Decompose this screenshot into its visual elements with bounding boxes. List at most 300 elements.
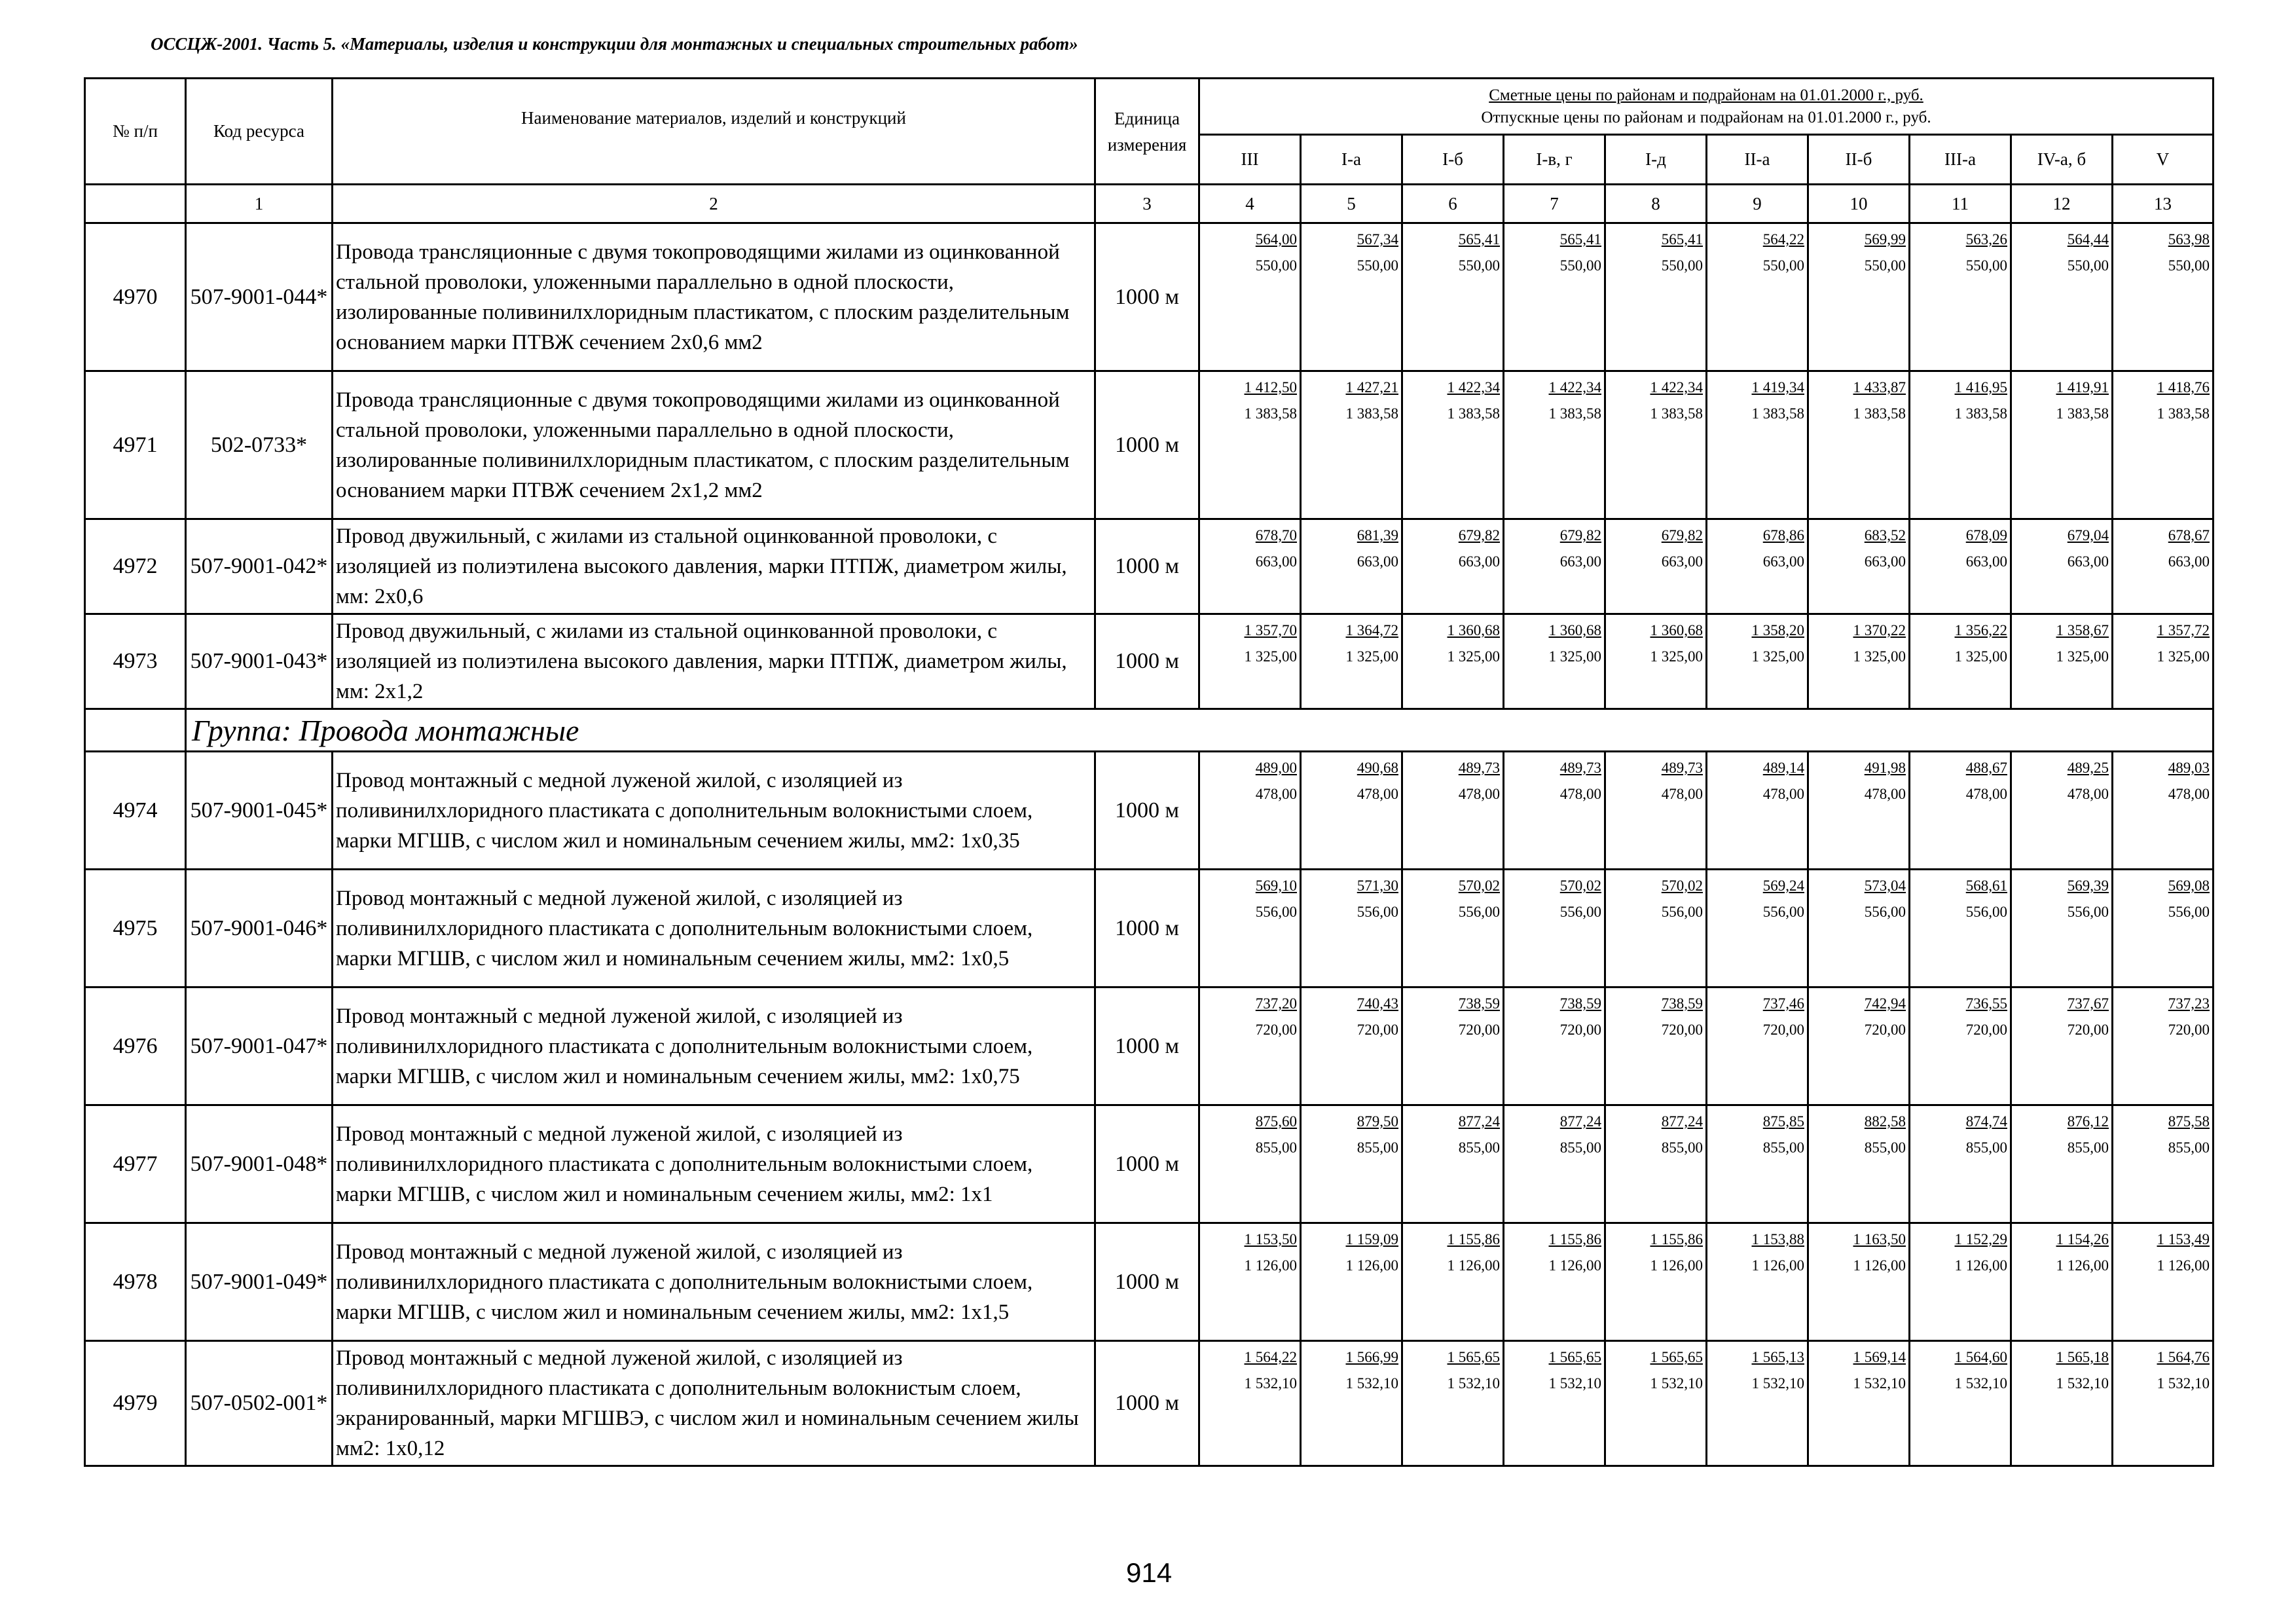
release-price: 855,00 (1762, 1139, 1804, 1156)
release-price: 1 126,00 (1244, 1257, 1297, 1274)
estimate-price: 1 433,87 (1853, 379, 1906, 396)
header-unit: Единица измерения (1095, 79, 1199, 185)
resource-code: 507-9001-046* (186, 870, 333, 987)
resource-code: 507-9001-043* (186, 614, 333, 709)
price-cell (1910, 752, 2011, 870)
price-cell (2113, 870, 2214, 987)
estimate-price: 877,24 (1559, 1113, 1601, 1130)
price-cell (1402, 1105, 1504, 1223)
estimate-price: 1 155,86 (1447, 1231, 1500, 1247)
header-prices-estimate: Сметные цены по районам и подрайонам на 01.01.2000 г., руб. (1489, 86, 1923, 104)
release-price: 720,00 (2168, 1022, 2210, 1038)
release-price: 1 532,10 (1853, 1375, 1906, 1392)
table-row (85, 371, 2214, 519)
release-price: 1 383,58 (1548, 405, 1601, 422)
price-cell (2113, 1105, 2214, 1223)
price-cell (1808, 223, 1910, 371)
release-price: 478,00 (1661, 786, 1703, 802)
release-price: 1 325,00 (1345, 648, 1398, 665)
estimate-price: 1 159,09 (1345, 1231, 1398, 1247)
estimate-price: 877,24 (1661, 1113, 1703, 1130)
price-cell (1910, 1105, 2011, 1223)
release-price: 1 383,58 (2056, 405, 2109, 422)
material-name: Провод монтажный с медной луженой жилой, с изоляцией из поливинилхлоридного пластиката с дополнительным волокнистыми слоем, марки МГШВ, с числом жил и номинальным сечением жилы, мм2: 1х1,5 (333, 1223, 1095, 1341)
estimate-price: 1 358,20 (1751, 622, 1804, 638)
estimate-price: 1 565,65 (1650, 1349, 1703, 1365)
price-cell (2011, 371, 2113, 519)
price-cell (1199, 1223, 1301, 1341)
estimate-price: 1 566,99 (1345, 1349, 1398, 1365)
estimate-price: 569,39 (2067, 877, 2109, 894)
estimate-price: 1 370,22 (1853, 622, 1906, 638)
estimate-price: 489,14 (1762, 760, 1804, 776)
release-price: 556,00 (1357, 904, 1398, 920)
material-name: Провода трансляционные с двумя токопроводящими жилами из оцинкованной стальной проволоки, уложенными параллельно в одной плоскости, изолированные поливинилхлоридным пластикатом, с плоским разделительным основанием марки ПТВЖ сечением 2х1,2 мм2 (333, 371, 1095, 519)
release-price: 720,00 (2067, 1022, 2109, 1038)
table-row (85, 870, 2214, 987)
release-price: 1 325,00 (1548, 648, 1601, 665)
column-number: 8 (1605, 185, 1707, 223)
estimate-price: 1 419,34 (1751, 379, 1804, 396)
price-cell (1199, 752, 1301, 870)
release-price: 855,00 (2168, 1139, 2210, 1156)
row-number: 4976 (85, 987, 186, 1105)
estimate-price: 1 412,50 (1244, 379, 1297, 396)
estimate-price: 1 419,91 (2056, 379, 2109, 396)
release-price: 1 325,00 (1853, 648, 1906, 665)
price-cell (1808, 1341, 1910, 1466)
release-price: 1 325,00 (2056, 648, 2109, 665)
unit-of-measure: 1000 м (1095, 1105, 1199, 1223)
unit-of-measure: 1000 м (1095, 1341, 1199, 1466)
estimate-price: 1 153,88 (1751, 1231, 1804, 1247)
table-row (85, 519, 2214, 614)
estimate-price: 564,00 (1255, 231, 1297, 248)
estimate-price: 489,25 (2067, 760, 2109, 776)
price-cell (1707, 1341, 1808, 1466)
price-cell (2113, 1223, 2214, 1341)
resource-code: 507-9001-048* (186, 1105, 333, 1223)
release-price: 1 532,10 (1548, 1375, 1601, 1392)
header-prices-release: Отпускные цены по районам и подрайонам на 01.01.2000 г., руб. (1481, 108, 1931, 126)
estimate-price: 571,30 (1357, 877, 1398, 894)
release-price: 1 325,00 (1954, 648, 2007, 665)
column-number: 6 (1402, 185, 1504, 223)
estimate-price: 1 357,70 (1244, 622, 1297, 638)
price-cell (1605, 1105, 1707, 1223)
price-cell (1199, 223, 1301, 371)
price-cell (1910, 223, 2011, 371)
release-price: 478,00 (1357, 786, 1398, 802)
estimate-price: 1 360,68 (1548, 622, 1601, 638)
estimate-price: 1 564,22 (1244, 1349, 1297, 1365)
resource-code: 507-0502-001* (186, 1341, 333, 1466)
price-cell (1707, 223, 1808, 371)
price-cell (1605, 371, 1707, 519)
release-price: 1 532,10 (2157, 1375, 2210, 1392)
estimate-price: 1 364,72 (1345, 622, 1398, 638)
estimate-price: 489,00 (1255, 760, 1297, 776)
estimate-price: 565,41 (1458, 231, 1500, 248)
release-price: 855,00 (1357, 1139, 1398, 1156)
table-row (85, 752, 2214, 870)
release-price: 556,00 (2067, 904, 2109, 920)
release-price: 1 532,10 (2056, 1375, 2109, 1392)
price-cell (1199, 614, 1301, 709)
estimate-price: 678,67 (2168, 527, 2210, 544)
material-name: Провод монтажный с медной луженой жилой, с изоляцией из поливинилхлоридного пластиката с дополнительным волокнистым слоем, экранированный, марки МГШВЭ, с числом жил и номинальным сечением жилы мм2: 1х0,12 (333, 1341, 1095, 1466)
material-name: Провод монтажный с медной луженой жилой, с изоляцией из поливинилхлоридного пластиката с дополнительным волокнистыми слоем, марки МГШВ, с числом жил и номинальным сечением жилы, мм2: 1х0,75 (333, 987, 1095, 1105)
release-price: 1 383,58 (1751, 405, 1804, 422)
estimate-price: 1 565,18 (2056, 1349, 2109, 1365)
estimate-price: 570,02 (1458, 877, 1500, 894)
material-name: Провод двужильный, с жилами из стальной оцинкованной проволоки, с изоляцией из полиэтилена высокого давления, марки ПТПЖ, диаметром жилы, мм: 2х1,2 (333, 614, 1095, 709)
price-cell (1301, 870, 1402, 987)
column-number: 10 (1808, 185, 1910, 223)
estimate-price: 1 153,49 (2157, 1231, 2210, 1247)
estimate-price: 875,58 (2168, 1113, 2210, 1130)
column-number: 2 (333, 185, 1095, 223)
release-price: 855,00 (1864, 1139, 1906, 1156)
resource-code: 507-9001-045* (186, 752, 333, 870)
estimate-price: 569,08 (2168, 877, 2210, 894)
document-header: ОССЦЖ-2001. Часть 5. «Материалы, изделия и конструкции для монтажных и специальных строительных работ» (151, 34, 1078, 54)
row-number: 4974 (85, 752, 186, 870)
release-price: 1 126,00 (1954, 1257, 2007, 1274)
row-number: 4973 (85, 614, 186, 709)
estimate-price: 678,09 (1965, 527, 2007, 544)
unit-of-measure: 1000 м (1095, 987, 1199, 1105)
estimate-price: 563,26 (1965, 231, 2007, 248)
price-cell (1402, 987, 1504, 1105)
column-number: 1 (186, 185, 333, 223)
release-price: 556,00 (1965, 904, 2007, 920)
resource-code: 507-9001-049* (186, 1223, 333, 1341)
release-price: 550,00 (1762, 257, 1804, 274)
estimate-price: 1 565,65 (1548, 1349, 1601, 1365)
release-price: 550,00 (1559, 257, 1601, 274)
price-cell (1605, 870, 1707, 987)
row-number: 4977 (85, 1105, 186, 1223)
price-cell (1301, 614, 1402, 709)
page-number: 914 (1126, 1557, 1173, 1588)
price-cell (1199, 1105, 1301, 1223)
estimate-price: 570,02 (1661, 877, 1703, 894)
price-cell (1910, 614, 2011, 709)
region-header: V (2113, 135, 2214, 185)
price-cell (2113, 614, 2214, 709)
release-price: 1 325,00 (1244, 648, 1297, 665)
release-price: 720,00 (1661, 1022, 1703, 1038)
estimate-price: 489,73 (1559, 760, 1601, 776)
column-number: 11 (1910, 185, 2011, 223)
release-price: 478,00 (2067, 786, 2109, 802)
estimate-price: 738,59 (1458, 995, 1500, 1012)
release-price: 550,00 (1864, 257, 1906, 274)
release-price: 1 532,10 (1447, 1375, 1500, 1392)
region-header: I-б (1402, 135, 1504, 185)
release-price: 556,00 (1661, 904, 1703, 920)
release-price: 1 126,00 (2056, 1257, 2109, 1274)
estimate-price: 490,68 (1357, 760, 1398, 776)
price-cell (1808, 752, 1910, 870)
price-cell (1504, 223, 1605, 371)
estimate-price: 489,73 (1661, 760, 1703, 776)
price-cell (1301, 1105, 1402, 1223)
estimate-price: 1 356,22 (1954, 622, 2007, 638)
estimate-price: 563,98 (2168, 231, 2210, 248)
price-cell (1910, 519, 2011, 614)
release-price: 720,00 (1559, 1022, 1601, 1038)
release-price: 556,00 (1559, 904, 1601, 920)
region-header: II-б (1808, 135, 1910, 185)
release-price: 663,00 (1965, 553, 2007, 570)
release-price: 1 532,10 (1751, 1375, 1804, 1392)
price-cell (1301, 223, 1402, 371)
release-price: 1 383,58 (1244, 405, 1297, 422)
column-number-blank (85, 185, 186, 223)
price-cell (1301, 1223, 1402, 1341)
column-number: 13 (2113, 185, 2214, 223)
unit-of-measure: 1000 м (1095, 371, 1199, 519)
estimate-price: 489,03 (2168, 760, 2210, 776)
estimate-price: 1 358,67 (2056, 622, 2109, 638)
release-price: 556,00 (1864, 904, 1906, 920)
price-cell (1402, 223, 1504, 371)
release-price: 1 126,00 (2157, 1257, 2210, 1274)
release-price: 1 532,10 (1954, 1375, 2007, 1392)
release-price: 1 532,10 (1650, 1375, 1703, 1392)
estimate-price: 565,41 (1661, 231, 1703, 248)
release-price: 1 126,00 (1447, 1257, 1500, 1274)
price-cell (2011, 1105, 2113, 1223)
release-price: 663,00 (1864, 553, 1906, 570)
price-cell (1707, 870, 1808, 987)
row-number: 4972 (85, 519, 186, 614)
unit-of-measure: 1000 м (1095, 1223, 1199, 1341)
estimate-price: 1 155,86 (1548, 1231, 1601, 1247)
table-row (85, 1223, 2214, 1341)
release-price: 1 325,00 (1447, 648, 1500, 665)
release-price: 478,00 (1458, 786, 1500, 802)
resource-code: 507-9001-044* (186, 223, 333, 371)
price-cell (2113, 752, 2214, 870)
estimate-price: 875,60 (1255, 1113, 1297, 1130)
price-cell (1605, 223, 1707, 371)
estimate-price: 569,99 (1864, 231, 1906, 248)
price-cell (2011, 519, 2113, 614)
table-row (85, 987, 2214, 1105)
region-header: III-а (1910, 135, 2011, 185)
estimate-price: 570,02 (1559, 877, 1601, 894)
price-cell (1199, 371, 1301, 519)
estimate-price: 1 153,50 (1244, 1231, 1297, 1247)
estimate-price: 489,73 (1458, 760, 1500, 776)
release-price: 550,00 (1357, 257, 1398, 274)
release-price: 663,00 (2168, 553, 2210, 570)
table-row (85, 1341, 2214, 1466)
price-cell (1707, 987, 1808, 1105)
release-price: 556,00 (1762, 904, 1804, 920)
estimate-price: 736,55 (1965, 995, 2007, 1012)
price-cell (1808, 1105, 1910, 1223)
price-cell (1402, 1223, 1504, 1341)
release-price: 478,00 (1762, 786, 1804, 802)
release-price: 478,00 (2168, 786, 2210, 802)
estimate-price: 678,86 (1762, 527, 1804, 544)
price-cell (1504, 519, 1605, 614)
release-price: 720,00 (1762, 1022, 1804, 1038)
estimate-price: 569,10 (1255, 877, 1297, 894)
release-price: 478,00 (1864, 786, 1906, 802)
price-cell (1707, 1223, 1808, 1341)
price-cell (1402, 614, 1504, 709)
price-cell (1707, 519, 1808, 614)
release-price: 1 383,58 (1954, 405, 2007, 422)
column-number: 3 (1095, 185, 1199, 223)
estimate-price: 875,85 (1762, 1113, 1804, 1130)
region-header: IV-а, б (2011, 135, 2113, 185)
price-cell (1707, 614, 1808, 709)
price-cell (1605, 752, 1707, 870)
release-price: 550,00 (1661, 257, 1703, 274)
release-price: 556,00 (2168, 904, 2210, 920)
price-cell (1910, 1223, 2011, 1341)
estimate-price: 678,70 (1255, 527, 1297, 544)
price-cell (2113, 519, 2214, 614)
column-number: 12 (2011, 185, 2113, 223)
price-cell (1707, 371, 1808, 519)
price-cell (1504, 987, 1605, 1105)
release-price: 1 383,58 (1345, 405, 1398, 422)
unit-of-measure: 1000 м (1095, 870, 1199, 987)
estimate-price: 681,39 (1357, 527, 1398, 544)
release-price: 550,00 (1458, 257, 1500, 274)
release-price: 855,00 (1965, 1139, 2007, 1156)
row-number: 4971 (85, 371, 186, 519)
release-price: 478,00 (1559, 786, 1601, 802)
price-cell (2113, 371, 2214, 519)
release-price: 663,00 (1255, 553, 1297, 570)
price-cell (1301, 752, 1402, 870)
price-cell (1910, 371, 2011, 519)
price-cell (1605, 519, 1707, 614)
estimate-price: 683,52 (1864, 527, 1906, 544)
release-price: 720,00 (1864, 1022, 1906, 1038)
column-number: 9 (1707, 185, 1808, 223)
price-cell (1504, 1105, 1605, 1223)
release-price: 663,00 (1357, 553, 1398, 570)
price-cell (2011, 987, 2113, 1105)
release-price: 1 325,00 (1650, 648, 1703, 665)
release-price: 855,00 (1559, 1139, 1601, 1156)
release-price: 663,00 (1762, 553, 1804, 570)
release-price: 855,00 (1255, 1139, 1297, 1156)
price-cell (1402, 870, 1504, 987)
release-price: 855,00 (1458, 1139, 1500, 1156)
price-cell (1910, 870, 2011, 987)
estimate-price: 1 565,13 (1751, 1349, 1804, 1365)
release-price: 550,00 (1255, 257, 1297, 274)
price-cell (1910, 987, 2011, 1105)
estimate-price: 879,50 (1357, 1113, 1398, 1130)
release-price: 1 325,00 (1751, 648, 1804, 665)
row-number: 4979 (85, 1341, 186, 1466)
estimate-price: 1 360,68 (1447, 622, 1500, 638)
price-table (84, 77, 2214, 1467)
estimate-price: 1 357,72 (2157, 622, 2210, 638)
release-price: 1 126,00 (1751, 1257, 1804, 1274)
region-header: II-а (1707, 135, 1808, 185)
table-row (85, 1105, 2214, 1223)
group-row-blank (85, 709, 186, 752)
estimate-price: 738,59 (1661, 995, 1703, 1012)
unit-of-measure: 1000 м (1095, 752, 1199, 870)
material-name: Провод монтажный с медной луженой жилой, с изоляцией из поливинилхлоридного пластиката с дополнительным волокнистыми слоем, марки МГШВ, с числом жил и номинальным сечением жилы, мм2: 1х0,5 (333, 870, 1095, 987)
release-price: 556,00 (1458, 904, 1500, 920)
price-cell (1808, 987, 1910, 1105)
price-cell (1808, 1223, 1910, 1341)
header-code: Код ресурса (186, 79, 333, 185)
release-price: 663,00 (1559, 553, 1601, 570)
region-header: I-д (1605, 135, 1707, 185)
price-cell (1301, 987, 1402, 1105)
header-num: № п/п (85, 79, 186, 185)
unit-of-measure: 1000 м (1095, 223, 1199, 371)
price-cell (2113, 223, 2214, 371)
estimate-price: 1 422,34 (1548, 379, 1601, 396)
price-cell (1605, 1223, 1707, 1341)
estimate-price: 565,41 (1559, 231, 1601, 248)
column-number-row (85, 185, 2214, 223)
estimate-price: 1 422,34 (1447, 379, 1500, 396)
release-price: 1 126,00 (1548, 1257, 1601, 1274)
estimate-price: 679,82 (1458, 527, 1500, 544)
price-cell (1504, 752, 1605, 870)
table-row (85, 223, 2214, 371)
price-cell (2011, 1341, 2113, 1466)
estimate-price: 1 569,14 (1853, 1349, 1906, 1365)
price-cell (2011, 870, 2113, 987)
column-number: 5 (1301, 185, 1402, 223)
estimate-price: 1 564,76 (2157, 1349, 2210, 1365)
release-price: 1 126,00 (1345, 1257, 1398, 1274)
header-name: Наименование материалов, изделий и конструкций (333, 79, 1095, 185)
material-name: Провода трансляционные с двумя токопроводящими жилами из оцинкованной стальной проволоки, уложенными параллельно в одной плоскости, изолированные поливинилхлоридным пластикатом, с плоским разделительным основанием марки ПТВЖ сечением 2х0,6 мм2 (333, 223, 1095, 371)
unit-of-measure: 1000 м (1095, 519, 1199, 614)
estimate-price: 573,04 (1864, 877, 1906, 894)
group-row (85, 709, 2214, 752)
row-number: 4975 (85, 870, 186, 987)
material-name: Провод монтажный с медной луженой жилой, с изоляцией из поливинилхлоридного пластиката с дополнительным волокнистыми слоем, марки МГШВ, с числом жил и номинальным сечением жилы, мм2: 1х0,35 (333, 752, 1095, 870)
price-cell (1808, 519, 1910, 614)
table-row (85, 614, 2214, 709)
material-name: Провод монтажный с медной луженой жилой, с изоляцией из поливинилхлоридного пластиката с дополнительным волокнистыми слоем, марки МГШВ, с числом жил и номинальным сечением жилы, мм2: 1х1 (333, 1105, 1095, 1223)
release-price: 663,00 (1458, 553, 1500, 570)
region-header: I-а (1301, 135, 1402, 185)
estimate-price: 1 163,50 (1853, 1231, 1906, 1247)
price-cell (1402, 1341, 1504, 1466)
price-cell (1402, 752, 1504, 870)
price-cell (1605, 614, 1707, 709)
resource-code: 507-9001-042* (186, 519, 333, 614)
price-cell (1504, 870, 1605, 987)
price-cell (1402, 371, 1504, 519)
row-number: 4978 (85, 1223, 186, 1341)
price-cell (2011, 223, 2113, 371)
price-cell (1402, 519, 1504, 614)
release-price: 1 325,00 (2157, 648, 2210, 665)
